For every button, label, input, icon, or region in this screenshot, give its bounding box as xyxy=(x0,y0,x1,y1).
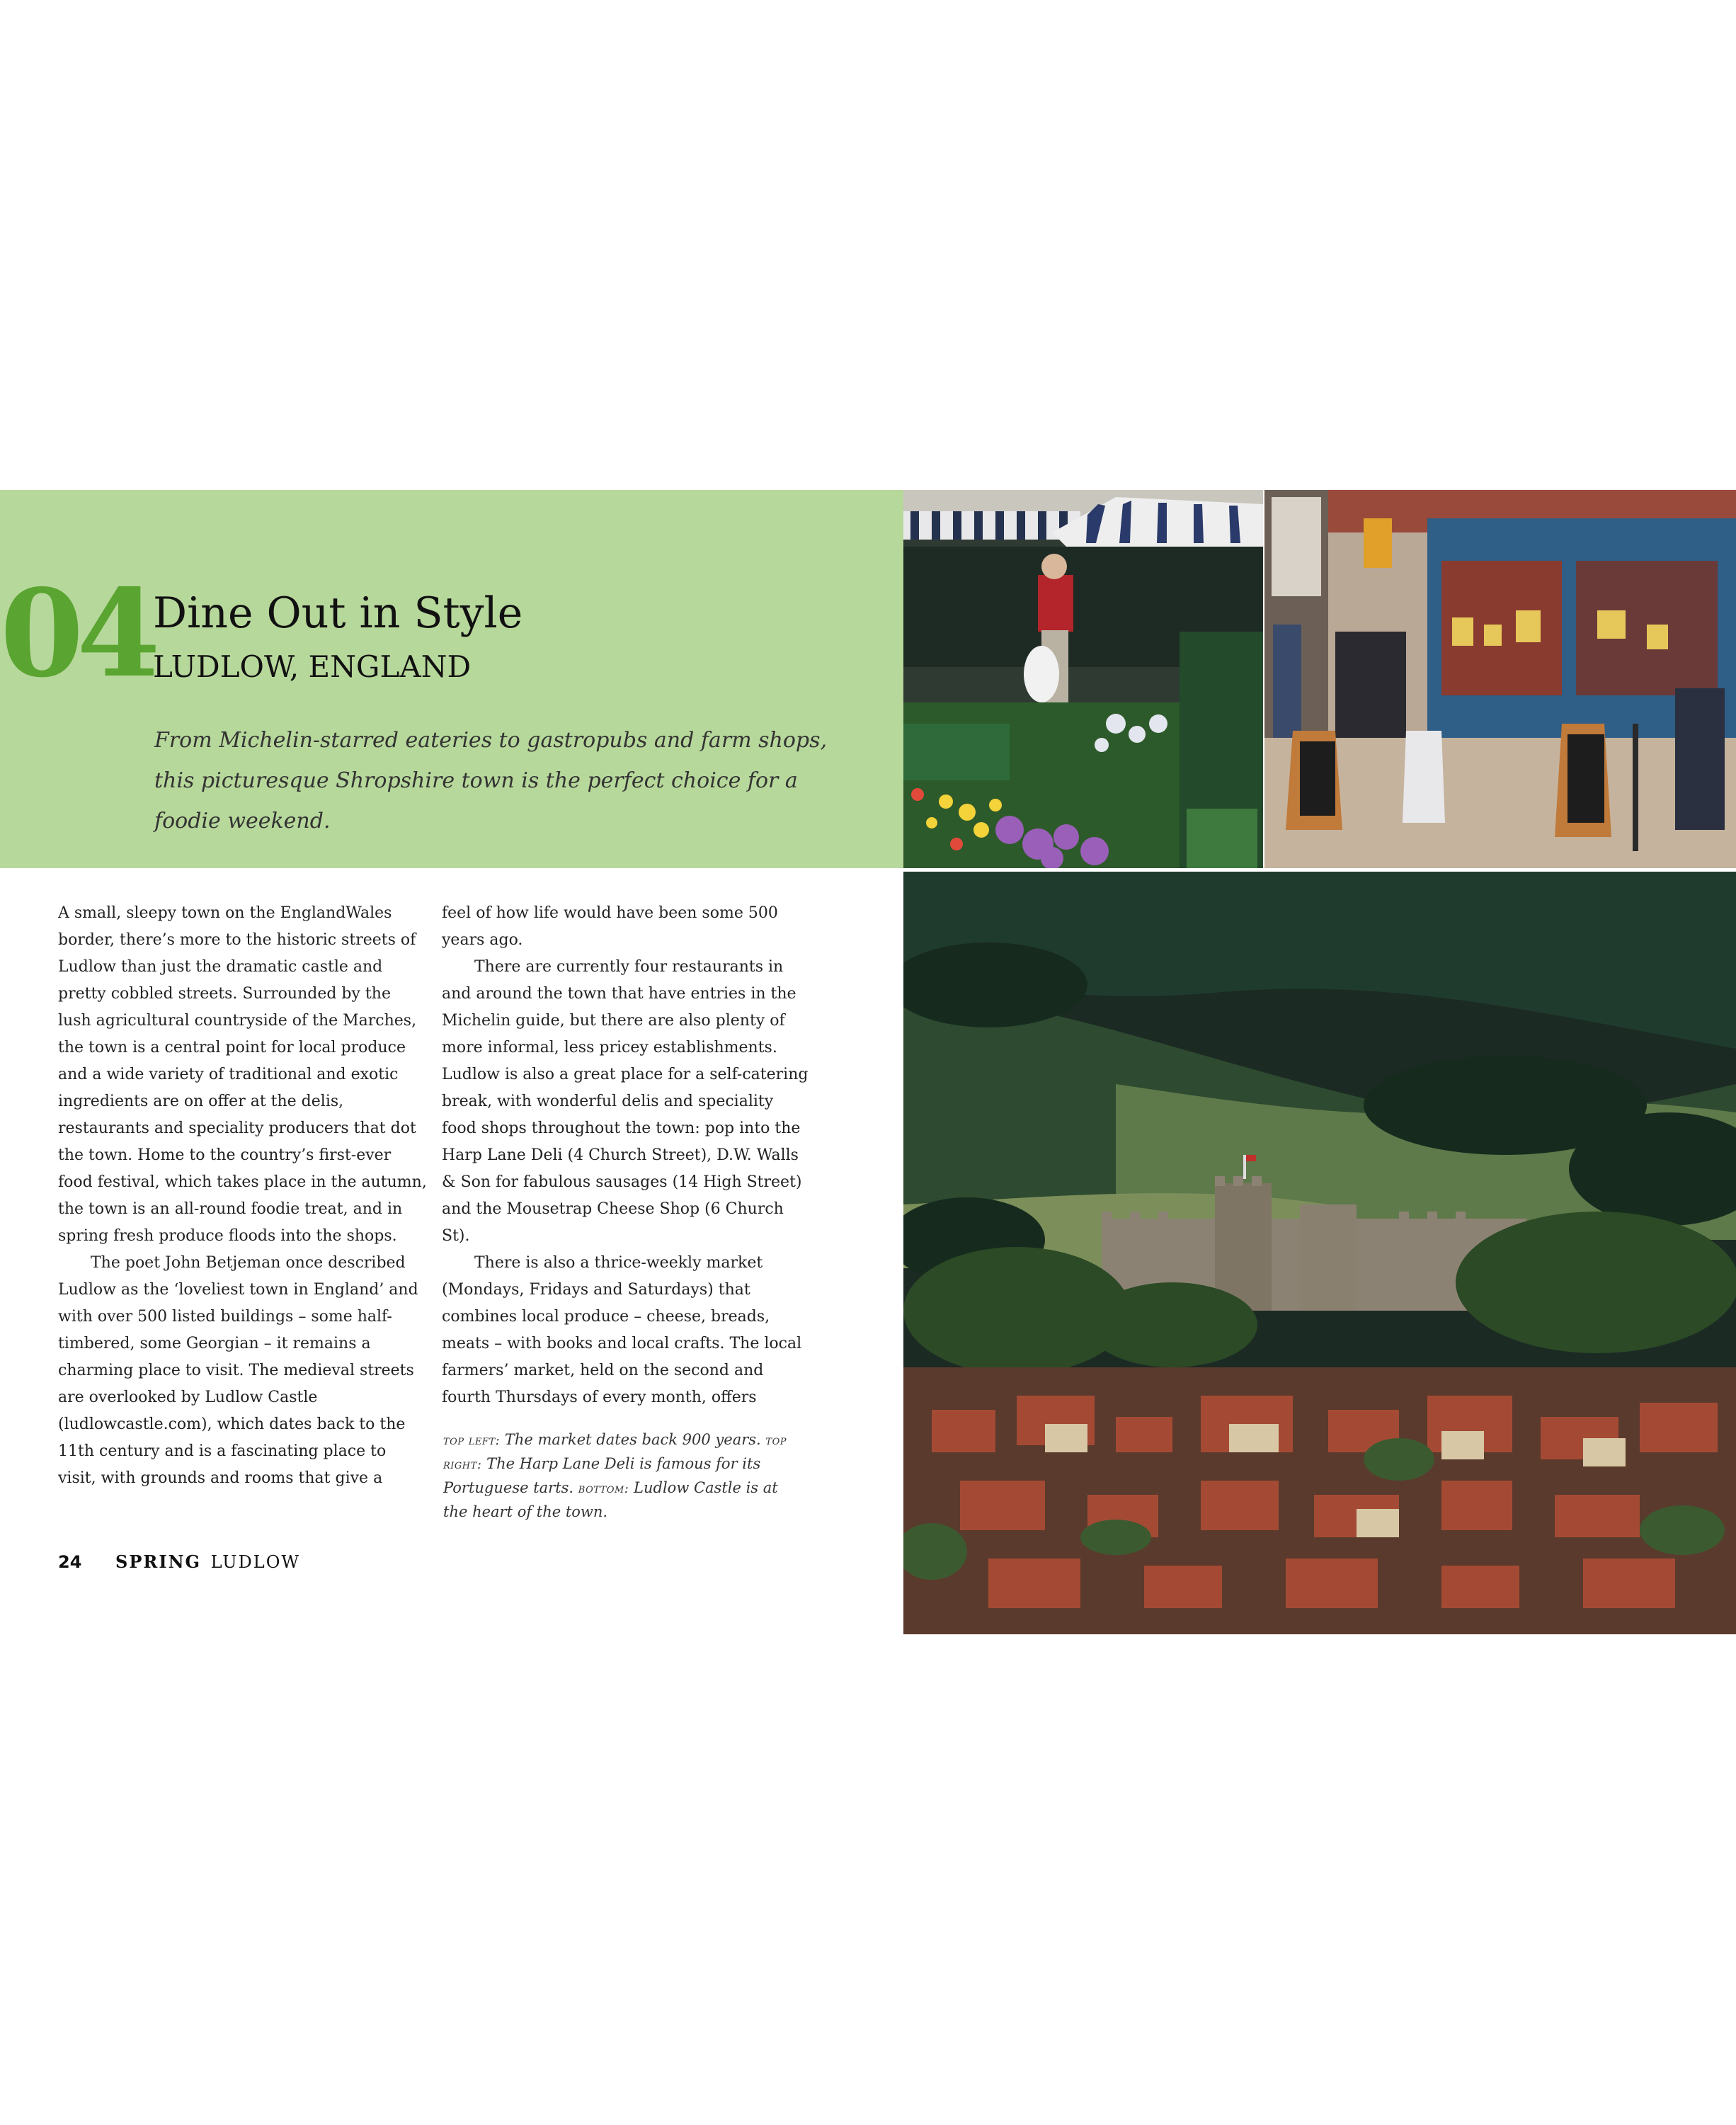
article-location: LUDLOW, ENGLAND xyxy=(153,649,472,684)
caption-top-right: The Harp Lane Deli is famous for its Portuguese tarts. xyxy=(443,1455,761,1496)
body-paragraph: There is also a thrice-weekly market (Mondays, Fridays and Saturdays) that combines local produce – cheese, breads, meats – with books and local crafts. The local farmers’ market, held on the second and fourth Thursdays of every month, offers xyxy=(442,1254,802,1406)
body-column-left xyxy=(58,900,428,1492)
castle-photo xyxy=(903,872,1736,1634)
body-paragraph: feel of how life would have been some 500 years ago. xyxy=(442,904,778,949)
caption-key-top-right: top right: xyxy=(443,1433,787,1472)
photo-captions xyxy=(443,1428,797,1524)
deli-photo xyxy=(1264,490,1736,868)
intro-standfirst xyxy=(154,720,876,841)
running-head-place: LUDLOW xyxy=(210,1552,301,1572)
intro-line: foodie weekend. xyxy=(154,809,331,833)
body-paragraph: The poet John Betjeman once described Ludlow as the ‘loveliest town in England’ and with over 500 listed buildings – some half-timbered, some Georgian – it remains a charming place to visit. The medieval streets are overlooked by Ludlow Castle (ludlowcastle.com), which dates back to the 11th century and is a fascinating place to visit, with grounds and rooms that give a xyxy=(58,1254,418,1487)
page-number: 24 xyxy=(58,1552,82,1572)
body-paragraph: There are currently four restaurants in and around the town that have entries in the Michelin guide, but there are also plenty of more informal, less pricey establishments. Ludlow is also a great place for a self-catering break, with wonderful delis and speciality food shops throughout the town: pop into the Harp Lane Deli (4 Church Street), D.W. Walls & Son for fabulous sausages (14 High Street) and the Mousetrap Cheese Shop (6 Church St). xyxy=(442,958,809,1245)
intro-line: this picturesque Shropshire town is the perfect choice for a xyxy=(154,768,798,793)
page-footer xyxy=(58,1549,300,1575)
market-photo xyxy=(903,490,1263,868)
caption-bottom: Ludlow Castle is at the heart of the town. xyxy=(443,1479,778,1520)
article-title: Dine Out in Style xyxy=(153,588,523,638)
chapter-number: 04 xyxy=(0,563,154,705)
caption-key-top-left: top left: xyxy=(443,1433,501,1448)
section-name: SPRING xyxy=(115,1551,202,1572)
body-paragraph: A small, sleepy town on the EnglandWales border, there’s more to the historic streets of Ludlow than just the dramatic castle and pretty cobbled streets. Surrounded by the lush agricultural countryside of the Marches, the town is a central point for local produce and a wide variety of traditional and exotic ingredients are on offer at the delis, restaurants and speciality producers that dot the town. Home to the country’s first-ever food festival, which takes place in the autumn, the town is an all-round foodie treat, and in spring fresh produce floods into the shops. xyxy=(58,904,427,1245)
intro-line: From Michelin-starred eateries to gastropubs and farm shops, xyxy=(154,728,828,753)
body-column-right xyxy=(442,900,810,1411)
caption-key-bottom: bottom: xyxy=(578,1481,629,1496)
caption-top-left: The market dates back 900 years. xyxy=(504,1431,761,1448)
